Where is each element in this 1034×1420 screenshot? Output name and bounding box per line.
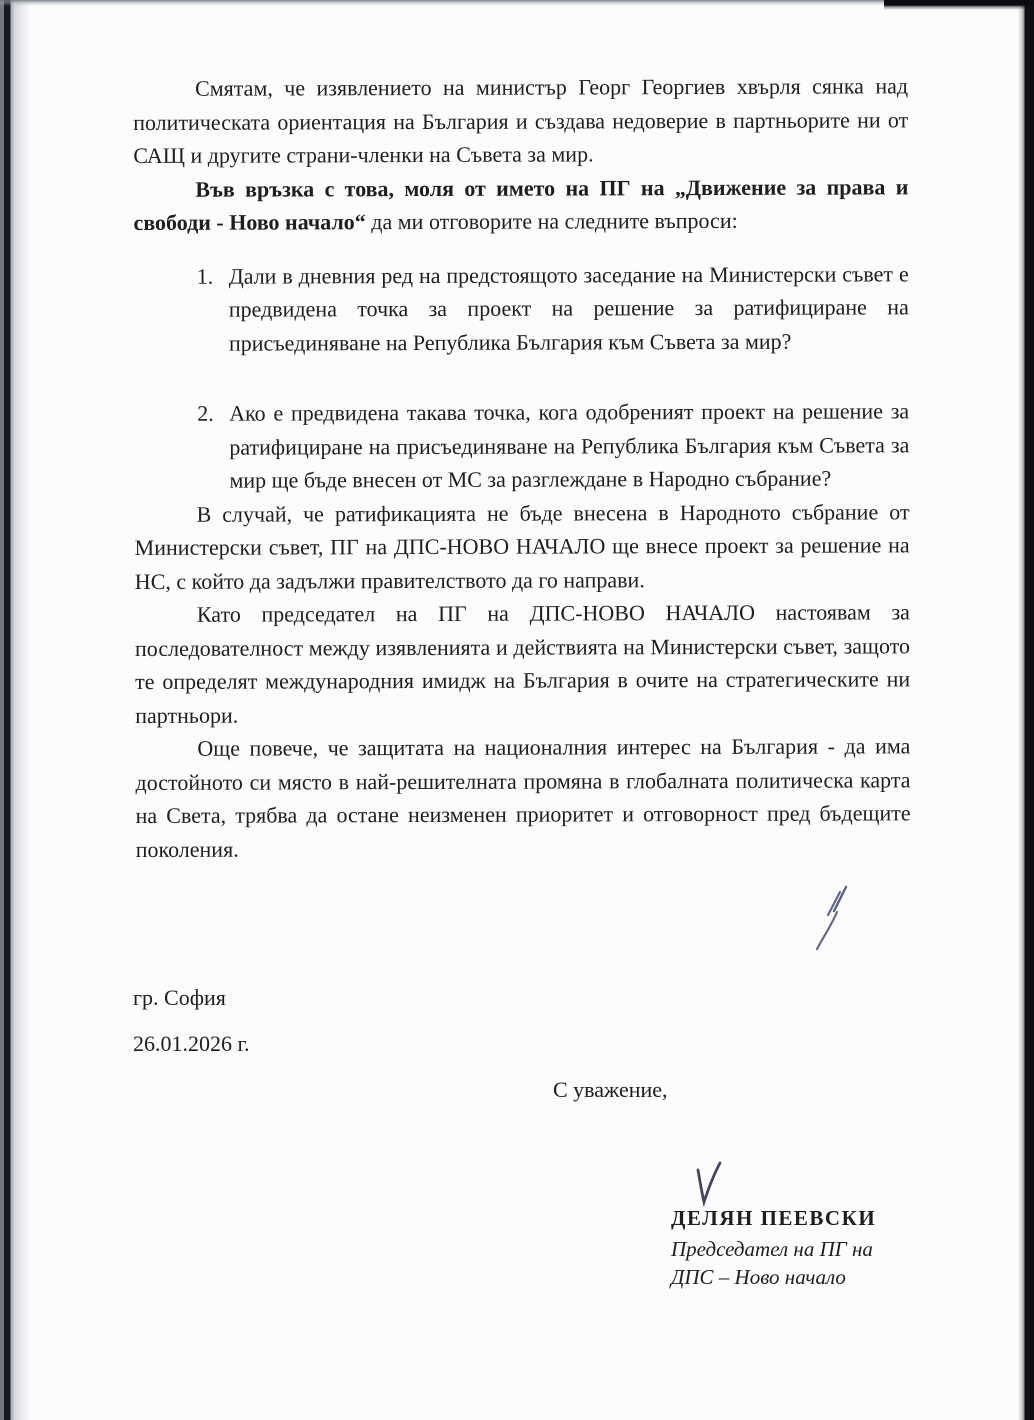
scanner-edge-top bbox=[0, 0, 1034, 6]
paragraph-intro: Смятам, че изявлението на министър Георг Георгиев хвърля сянка над политическата ориентация на България и създава недоверие в партньорите ни от САЩ и другите страни-членки на Съвета за мир. bbox=[133, 73, 909, 168]
scanner-edge-top-right bbox=[884, 0, 1034, 10]
paragraph-request-rest: да ми отговорите на следните въпроси: bbox=[365, 207, 738, 235]
question-text: Дали в дневния ред на предстоящото заседание на Министерски съвет е предвидена точка за проект на решение за ратифициране на присъединяване на Република България към Съвета за мир? bbox=[228, 260, 909, 356]
question-text: Ако е предвидена такава точка, кога одобреният проект на решение за ратифициране на присъединяване на Република България към Съвета за мир ще бъде внесен от МС за разглеждане в Народно събрание? bbox=[229, 398, 910, 493]
question-item-1 bbox=[197, 257, 909, 360]
paragraph-request-bold: Във връзка с това, моля от името на ПГ на „Движение за права и свободи - Ново начало“ bbox=[133, 173, 909, 235]
letter-closing: С уважение, bbox=[553, 1077, 668, 1102]
letter-body bbox=[133, 69, 911, 866]
scanner-edge-left bbox=[0, 0, 34, 1420]
question-number: 2. bbox=[197, 400, 214, 426]
paragraph-case: В случай, че ратификацията не бъде внесена в Народното събрание от Министерски съвет, ПГ на ДПС-НОВО НАЧАЛО ще внесе проект за решение на НС, с който да задължи правителството да го направи. bbox=[134, 498, 910, 594]
paragraph-chairman: Като председател на ПГ на ДПС-НОВО НАЧАЛО настоявам за последователност между изявленията и действията на Министерски съвет, защото те определят международния имидж на България в очите на стратегическите ни партньори. bbox=[134, 599, 911, 728]
paragraph-more: Още повече, че защитата на националния интерес на България - да има достойното си място в най-решителната промяна в глобалната политическа карта на Света, трябва да остане неизменен приоритет и отговорност пред бъдещите поколения. bbox=[135, 733, 911, 862]
letter-city: гр. София bbox=[133, 985, 226, 1010]
letter-date: 26.01.2026 г. bbox=[133, 1031, 250, 1056]
signer-name: ДЕЛЯН ПЕЕВСКИ bbox=[671, 1206, 877, 1230]
question-item-2 bbox=[197, 394, 909, 497]
signer-title-line2: ДПС – Ново начало bbox=[671, 1265, 846, 1289]
paragraph-request bbox=[133, 170, 908, 240]
scanner-edge-right bbox=[1018, 0, 1034, 1420]
question-number: 1. bbox=[196, 263, 214, 289]
pen-scribble-icon bbox=[813, 880, 857, 954]
signature-stroke-icon bbox=[689, 1158, 729, 1214]
question-list bbox=[134, 257, 910, 498]
signer-title-line1: Председател на ПГ на bbox=[671, 1237, 873, 1261]
